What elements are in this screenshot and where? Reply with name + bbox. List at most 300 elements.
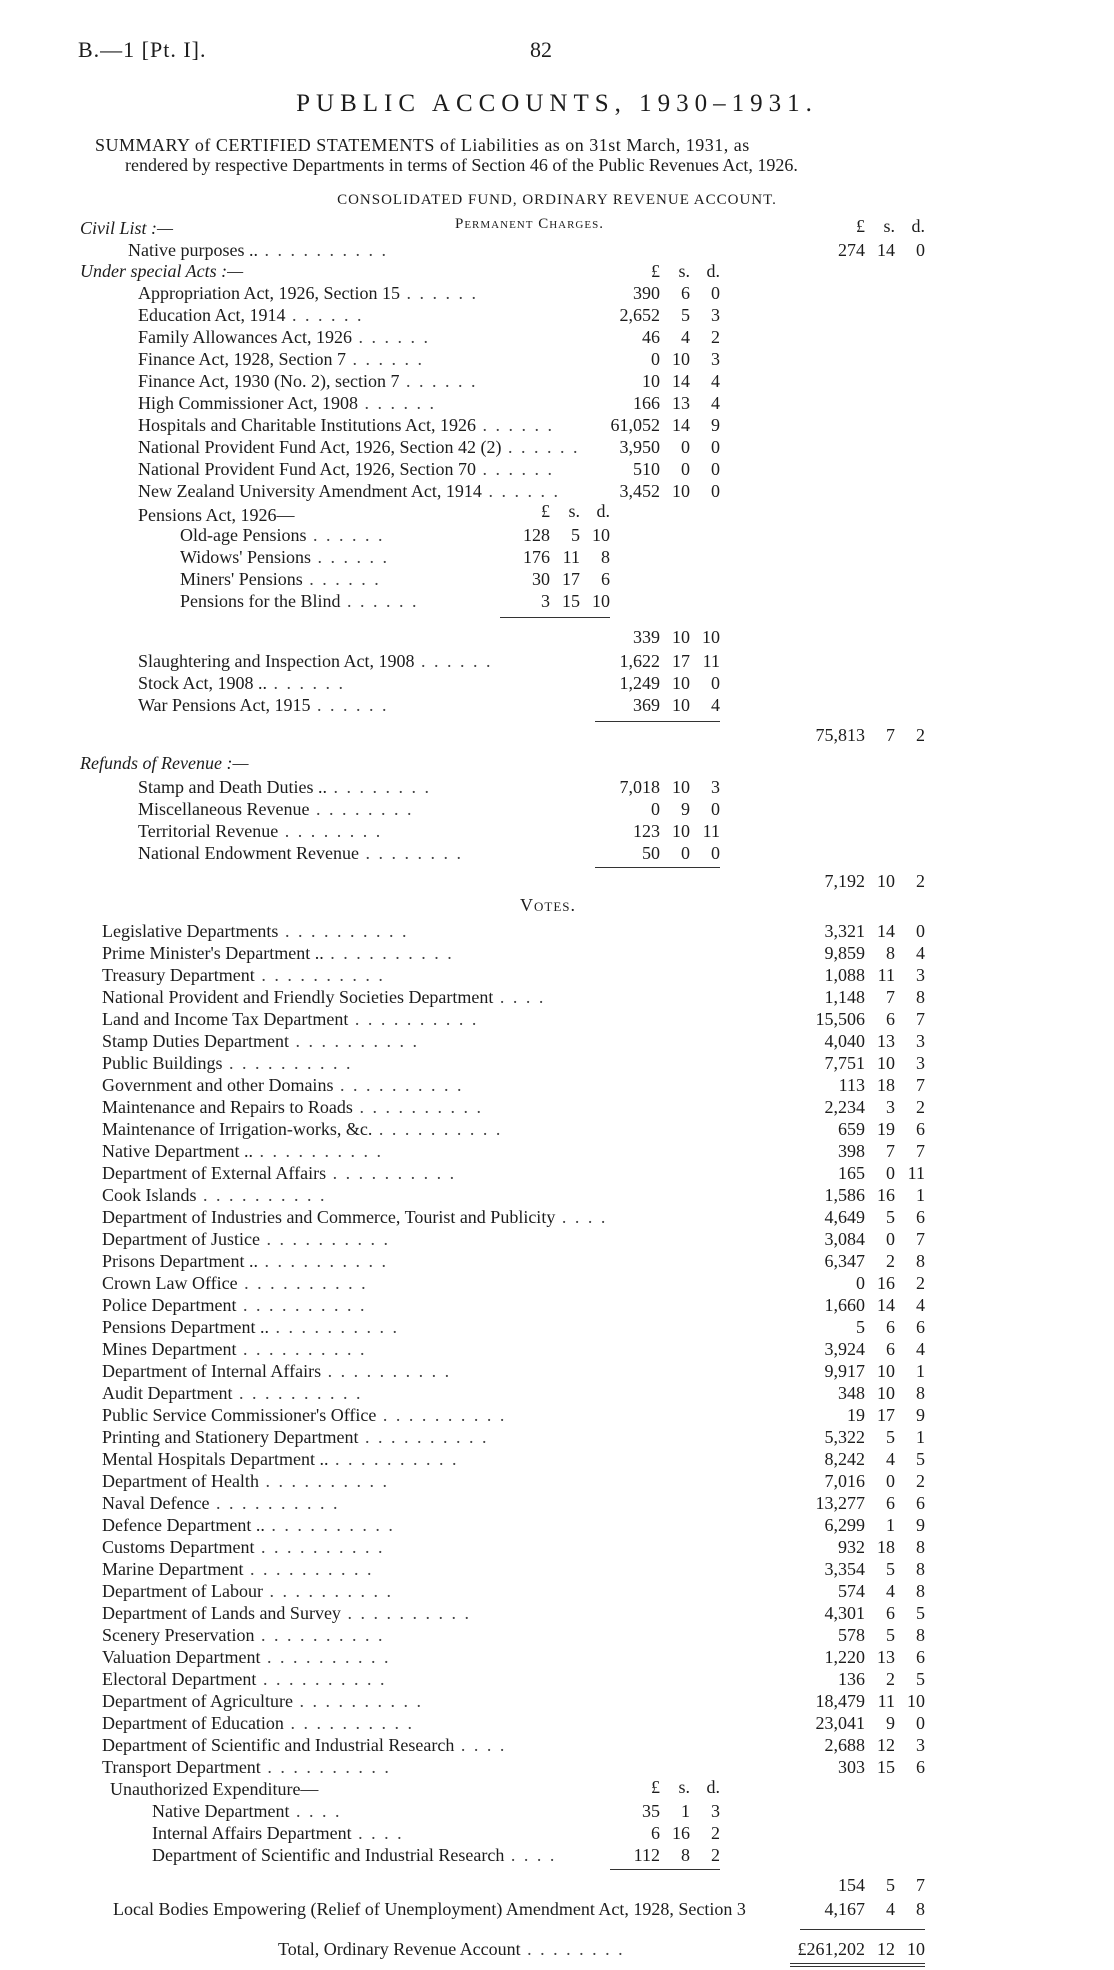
amount-shillings: 6 <box>886 1603 895 1623</box>
vote-amount <box>785 1053 925 1073</box>
refund-row: Miscellaneous Revenue . . . . . . . . <box>138 799 414 819</box>
vote-amount <box>785 1031 925 1051</box>
vote-row: Department of Labour . . . . . . . . . . <box>102 1581 393 1601</box>
amount-pounds: 0 <box>651 349 660 369</box>
vote-amount <box>785 1603 925 1623</box>
amount-pounds: 390 <box>633 283 660 303</box>
amount-shillings: 13 <box>672 393 690 413</box>
leader-dots: . . . . . . . . . . <box>236 1295 367 1315</box>
unauthorized-label: Unauthorized Expenditure— <box>110 1779 319 1799</box>
grand-total-amount <box>785 1939 925 1959</box>
amount-pounds: 35 <box>642 1801 660 1821</box>
leader-dots: . . . . . . . . . . <box>196 1185 327 1205</box>
vote-row: Department of External Affairs . . . . . . . . . . <box>102 1163 457 1183</box>
amount-pence: 4 <box>711 371 720 391</box>
act-row: Family Allowances Act, 1926 . . . . . . <box>138 327 430 347</box>
amount-shillings: 14 <box>877 921 895 941</box>
amount-pence: 0 <box>711 843 720 863</box>
amount-shillings: 4 <box>681 327 690 347</box>
leader-dots: . . . . . . . . . . <box>256 1669 387 1689</box>
amount-pounds: 8,242 <box>824 1449 865 1469</box>
act-row: National Provident Fund Act, 1926, Section 42 (2) . . . . . . <box>138 437 580 457</box>
vote-amount <box>785 1757 925 1777</box>
vote-row: Defence Department .. . . . . . . . . . . <box>102 1515 395 1535</box>
amount-pounds: 0 <box>856 1273 865 1293</box>
leader-dots: . . . . . . . . . . <box>222 1053 353 1073</box>
amount-shillings: 0 <box>681 459 690 479</box>
pension-row: Widows' Pensions . . . . . . <box>180 547 390 567</box>
act-amount <box>580 651 720 671</box>
leader-dots: . . . . . . . . . . <box>254 965 385 985</box>
amount-pounds: 5 <box>856 1317 865 1337</box>
unauthorized-amount <box>580 1823 720 1843</box>
amount-pounds: 61,052 <box>610 415 660 435</box>
permanent-charges-heading: Permanent Charges. <box>455 216 604 232</box>
leader-dots: . . . . . . . . . . <box>321 1361 452 1381</box>
amount-pence: 2 <box>916 1471 925 1491</box>
amount-shillings: 1 <box>886 1515 895 1535</box>
amount-pounds: 659 <box>838 1119 865 1139</box>
amount-pence: 8 <box>916 1581 925 1601</box>
vote-row: Department of Scientific and Industrial Research . . . . <box>102 1735 507 1755</box>
subtotal-rule <box>610 1869 720 1870</box>
amount-pounds: £ <box>541 501 550 521</box>
amount-pounds: 2,234 <box>824 1097 865 1117</box>
amount-pence: 10 <box>592 525 610 545</box>
amount-pounds: 1,249 <box>619 673 660 693</box>
vote-amount <box>785 1669 925 1689</box>
amount-pence: 10 <box>907 1691 925 1711</box>
act-row: Finance Act, 1928, Section 7 . . . . . . <box>138 349 424 369</box>
leader-dots: . . . . . . . . . . <box>333 1075 464 1095</box>
vote-amount <box>785 1581 925 1601</box>
leader-dots: . . . . . . . . . . <box>283 1713 414 1733</box>
amount-shillings: 8 <box>681 1845 690 1865</box>
pension-amount <box>470 525 610 545</box>
amount-shillings: 4 <box>886 1581 895 1601</box>
amount-pence: 4 <box>711 695 720 715</box>
amount-pence: 1 <box>916 1427 925 1447</box>
vote-row: Customs Department . . . . . . . . . . <box>102 1537 385 1557</box>
amount-pence: 8 <box>916 1537 925 1557</box>
amount-shillings: s. <box>883 216 895 236</box>
amount-pounds: 7,192 <box>824 871 865 891</box>
act-row: Stock Act, 1908 .. . . . . . . <box>138 673 345 693</box>
amount-pounds: 1,088 <box>824 965 865 985</box>
subtotal-rule <box>500 617 610 618</box>
act-row: Hospitals and Charitable Institutions Act, 1926 . . . . . . <box>138 415 554 435</box>
vote-row: Public Buildings . . . . . . . . . . <box>102 1053 353 1073</box>
leader-dots: . . . . . . . . . . <box>232 1383 363 1403</box>
vote-amount <box>785 1559 925 1579</box>
act-amount <box>580 695 720 715</box>
leader-dots: . . . . . . <box>351 327 430 347</box>
leader-dots: . . . . . . <box>285 305 364 325</box>
vote-row: Electoral Department . . . . . . . . . . <box>102 1669 387 1689</box>
amount-pence: 8 <box>916 987 925 1007</box>
amount-shillings: 15 <box>562 591 580 611</box>
amount-shillings: 13 <box>877 1647 895 1667</box>
leader-dots: . . . . . . <box>311 547 390 567</box>
amount-shillings: 15 <box>877 1757 895 1777</box>
amount-pounds: 3,354 <box>824 1559 865 1579</box>
leader-dots: . . . . . . . . . . <box>278 921 409 941</box>
vote-amount <box>785 1713 925 1733</box>
amount-shillings: 7 <box>886 725 895 745</box>
refund-row: National Endowment Revenue . . . . . . . . <box>138 843 463 863</box>
subtotal-rule <box>800 1929 925 1930</box>
amount-pounds: 1,148 <box>824 987 865 1007</box>
amount-pounds: 18,479 <box>815 1691 865 1711</box>
amount-shillings: 6 <box>886 1009 895 1029</box>
vote-row: Native Department .. . . . . . . . . . . <box>102 1141 383 1161</box>
vote-row: Cook Islands . . . . . . . . . . <box>102 1185 327 1205</box>
leader-dots: . . . . . . . . . . <box>262 1581 393 1601</box>
vote-amount <box>785 1735 925 1755</box>
amount-shillings: 16 <box>672 1823 690 1843</box>
amount-pence: 6 <box>601 569 610 589</box>
amount-pence: 6 <box>916 1757 925 1777</box>
amount-shillings: 5 <box>681 305 690 325</box>
amount-shillings: 2 <box>886 1669 895 1689</box>
votes-heading: Votes. <box>520 895 576 915</box>
vote-amount <box>785 1273 925 1293</box>
amount-shillings: 0 <box>681 843 690 863</box>
amount-pence: 3 <box>916 965 925 985</box>
vote-row: Treasury Department . . . . . . . . . . <box>102 965 385 985</box>
amount-shillings: 1 <box>681 1801 690 1821</box>
amount-pence: 2 <box>711 1845 720 1865</box>
amount-pounds: 4,167 <box>824 1899 865 1919</box>
vote-amount <box>785 921 925 941</box>
amount-pence: 2 <box>916 725 925 745</box>
vote-amount <box>785 1317 925 1337</box>
leader-dots: . . . . . . . . . . <box>292 1691 423 1711</box>
vote-amount <box>785 1383 925 1403</box>
amount-shillings: 16 <box>877 1273 895 1293</box>
vote-amount <box>785 965 925 985</box>
currency-header-mid <box>580 261 720 281</box>
leader-dots: . . . . . . . . . . <box>259 1229 390 1249</box>
amount-pence: 9 <box>916 1405 925 1425</box>
vote-row: Department of Lands and Survey . . . . . . . . . . <box>102 1603 471 1623</box>
leader-dots: . . . . . . <box>399 371 478 391</box>
amount-pence: 10 <box>702 627 720 647</box>
leader-dots: . . . . . . . . <box>326 777 431 797</box>
amount-pounds: 3,924 <box>824 1339 865 1359</box>
amount-pence: 8 <box>916 1899 925 1919</box>
amount-pence: 8 <box>916 1251 925 1271</box>
amount-pence: 0 <box>711 459 720 479</box>
amount-pounds: 2,652 <box>619 305 660 325</box>
vote-row: Pensions Department .. . . . . . . . . . . <box>102 1317 399 1337</box>
amount-pence: 8 <box>601 547 610 567</box>
amount-pounds: 1,622 <box>619 651 660 671</box>
pension-row: Miners' Pensions . . . . . . <box>180 569 381 589</box>
grand-total-double-rule <box>790 1966 925 1967</box>
amount-pence: 4 <box>916 943 925 963</box>
act-amount <box>580 481 720 501</box>
vote-amount <box>785 1405 925 1425</box>
amount-pounds: 6,299 <box>824 1515 865 1535</box>
amount-pence: 0 <box>711 799 720 819</box>
vote-row: Audit Department . . . . . . . . . . <box>102 1383 363 1403</box>
amount-pounds: 136 <box>838 1669 865 1689</box>
vote-amount <box>785 1163 925 1183</box>
leader-dots: . . . . . . . . . . <box>260 1647 391 1667</box>
amount-pence: 1 <box>916 1361 925 1381</box>
act-amount <box>580 305 720 325</box>
pension-amount <box>470 547 610 567</box>
leader-dots: . . . . . . . . <box>358 843 463 863</box>
leader-dots: . . . . . . . . . . <box>243 1559 374 1579</box>
amount-shillings: 10 <box>672 349 690 369</box>
amount-pence: 0 <box>916 921 925 941</box>
vote-amount <box>785 1691 925 1711</box>
vote-amount <box>785 1185 925 1205</box>
amount-pence: 0 <box>711 673 720 693</box>
amount-pounds: 510 <box>633 459 660 479</box>
leader-dots: . . . . . . <box>345 349 424 369</box>
leader-dots: . . . . . . . . . . <box>323 943 454 963</box>
amount-pence: 7 <box>916 1875 925 1895</box>
amount-shillings: 6 <box>886 1493 895 1513</box>
leader-dots: . . . . . . <box>358 393 436 413</box>
amount-shillings: 10 <box>877 1053 895 1073</box>
pension-amount <box>470 591 610 611</box>
amount-pounds: 23,041 <box>815 1713 865 1733</box>
vote-amount <box>785 1207 925 1227</box>
amount-shillings: 7 <box>886 1141 895 1161</box>
civil-list-total <box>785 240 925 260</box>
act-row: High Commissioner Act, 1908 . . . . . . <box>138 393 436 413</box>
amount-pence: 4 <box>916 1295 925 1315</box>
vote-row: Valuation Department . . . . . . . . . . <box>102 1647 391 1667</box>
amount-pence: 6 <box>916 1647 925 1667</box>
amount-shillings: s. <box>568 501 580 521</box>
amount-pounds: 3,452 <box>619 481 660 501</box>
leader-dots: . . . . . . . . . . <box>254 1625 385 1645</box>
amount-pence: 11 <box>907 1163 925 1183</box>
leader-dots: . . . . <box>504 1845 557 1865</box>
act-row: Appropriation Act, 1926, Section 15 . . . . . . <box>138 283 478 303</box>
amount-pence: 6 <box>916 1493 925 1513</box>
amount-shillings: 11 <box>562 547 580 567</box>
leader-dots: . . . . <box>289 1801 342 1821</box>
amount-shillings: 11 <box>877 1691 895 1711</box>
amount-pence: 5 <box>916 1603 925 1623</box>
grand-total-double-rule <box>790 1963 925 1964</box>
act-amount <box>580 283 720 303</box>
leader-dots: . . . . . . . . . . <box>372 1119 503 1139</box>
leader-dots: . . . . . . . . . . <box>340 1603 471 1623</box>
amount-pence: 0 <box>711 283 720 303</box>
amount-pence: 8 <box>916 1559 925 1579</box>
pensions-subtotal <box>580 627 720 647</box>
amount-pounds: £ <box>651 261 660 281</box>
act-amount <box>580 673 720 693</box>
amount-shillings: 4 <box>886 1449 895 1469</box>
amount-pence: 8 <box>916 1383 925 1403</box>
vote-amount <box>785 1537 925 1557</box>
amount-shillings: 10 <box>672 821 690 841</box>
pension-amount <box>470 569 610 589</box>
amount-shillings: 13 <box>877 1031 895 1051</box>
amount-pounds: 7,016 <box>824 1471 865 1491</box>
leader-dots: . . . . . . <box>501 437 580 457</box>
amount-pence: 7 <box>916 1075 925 1095</box>
amount-pence: 2 <box>711 1823 720 1843</box>
amount-pounds: 932 <box>838 1537 865 1557</box>
amount-pounds: 176 <box>523 547 550 567</box>
leader-dots: . . . . . . <box>475 415 554 435</box>
leader-dots: . . . . . . <box>310 695 389 715</box>
refunds-label: Refunds of Revenue :— <box>80 753 249 773</box>
vote-amount <box>785 1075 925 1095</box>
amount-pounds: 6 <box>651 1823 660 1843</box>
currency-header-unauth <box>580 1777 720 1797</box>
leader-dots: . . . . . . . . <box>309 799 414 819</box>
civil-list-label: Civil List :— <box>80 218 174 238</box>
vote-row: Maintenance of Irrigation-works, &c. . . . . . . . . . . <box>102 1119 503 1139</box>
act-amount <box>580 327 720 347</box>
amount-shillings: 3 <box>886 1097 895 1117</box>
amount-shillings: 17 <box>672 651 690 671</box>
vote-amount <box>785 1427 925 1447</box>
amount-pounds: 4,301 <box>824 1603 865 1623</box>
refunds-total <box>785 871 925 891</box>
amount-shillings: 5 <box>886 1625 895 1645</box>
unauthorized-amount <box>580 1845 720 1865</box>
vote-amount <box>785 1471 925 1491</box>
amount-pounds: £ <box>856 216 865 236</box>
amount-pounds: 46 <box>642 327 660 347</box>
act-amount <box>580 349 720 369</box>
amount-pence: 0 <box>711 437 720 457</box>
leader-dots: . . . . . . <box>399 283 478 303</box>
amount-pence: d. <box>706 1777 720 1797</box>
amount-pounds: 75,813 <box>815 725 865 745</box>
amount-shillings: 10 <box>672 695 690 715</box>
amount-pence: 4 <box>916 1339 925 1359</box>
act-row: New Zealand University Amendment Act, 1914 . . . . . . <box>138 481 560 501</box>
amount-shillings: s. <box>678 261 690 281</box>
leader-dots: . . . . . . . . <box>520 1939 625 1959</box>
amount-pounds: 112 <box>633 1845 660 1865</box>
amount-shillings: 10 <box>672 673 690 693</box>
act-amount <box>580 371 720 391</box>
amount-pence: 5 <box>916 1449 925 1469</box>
amount-shillings: 10 <box>877 871 895 891</box>
subtotal-rule <box>595 721 720 722</box>
amount-pounds: 3,950 <box>619 437 660 457</box>
amount-pounds: 339 <box>633 627 660 647</box>
amount-shillings: 18 <box>877 1537 895 1557</box>
amount-shillings: 0 <box>886 1471 895 1491</box>
local-bodies-row: Local Bodies Empowering (Relief of Unemployment) Amendment Act, 1928, Section 3 <box>113 1899 746 1919</box>
vote-amount <box>785 1097 925 1117</box>
leader-dots: . . . . . . <box>340 591 419 611</box>
amount-pounds: 113 <box>838 1075 865 1095</box>
vote-row: Legislative Departments . . . . . . . . . . <box>102 921 409 941</box>
amount-pounds: 574 <box>838 1581 865 1601</box>
amount-shillings: 6 <box>886 1317 895 1337</box>
leader-dots: . . . . . . . . . . <box>268 1317 399 1337</box>
vote-row: Land and Income Tax Department . . . . . . . . . . <box>102 1009 479 1029</box>
leader-dots: . . . . . . . . . . <box>326 1163 457 1183</box>
vote-row: Naval Defence . . . . . . . . . . <box>102 1493 340 1513</box>
amount-pence: 5 <box>916 1669 925 1689</box>
amount-pence: 6 <box>916 1119 925 1139</box>
special-acts-label: Under special Acts :— <box>80 261 244 281</box>
amount-shillings: 6 <box>681 283 690 303</box>
amount-pence: 0 <box>711 481 720 501</box>
act-amount <box>580 393 720 413</box>
vote-amount <box>785 1229 925 1249</box>
amount-pence: 3 <box>711 305 720 325</box>
vote-amount <box>785 943 925 963</box>
amount-pounds: 369 <box>633 695 660 715</box>
leader-dots: . . . . <box>454 1735 507 1755</box>
amount-shillings: 10 <box>672 777 690 797</box>
amount-shillings: 10 <box>672 627 690 647</box>
leader-dots: . . . . . . <box>414 651 493 671</box>
amount-pounds: £261,202 <box>797 1939 865 1959</box>
amount-pence: 3 <box>916 1735 925 1755</box>
amount-shillings: 14 <box>877 1295 895 1315</box>
amount-shillings: 10 <box>672 481 690 501</box>
amount-shillings: 16 <box>877 1185 895 1205</box>
amount-pence: 3 <box>916 1053 925 1073</box>
refund-amount <box>580 777 720 797</box>
act-row: War Pensions Act, 1915 . . . . . . <box>138 695 389 715</box>
amount-pounds: 4,040 <box>824 1031 865 1051</box>
amount-shillings: 11 <box>877 965 895 985</box>
amount-pounds: 1,220 <box>824 1647 865 1667</box>
unauthorized-row: Department of Scientific and Industrial Research . . . . <box>152 1845 557 1865</box>
amount-pounds: 13,277 <box>815 1493 865 1513</box>
amount-pence: 3 <box>711 1801 720 1821</box>
amount-pounds: 165 <box>838 1163 865 1183</box>
subtitle-line-2: rendered by respective Departments in terms of Section 46 of the Public Revenues Act, 1926. <box>125 155 798 175</box>
amount-pounds: 9,917 <box>824 1361 865 1381</box>
fund-title: CONSOLIDATED FUND, ORDINARY REVENUE ACCOUNT. <box>337 192 777 208</box>
amount-shillings: 5 <box>571 525 580 545</box>
vote-row: National Provident and Friendly Societies Department . . . . <box>102 987 546 1007</box>
leader-dots: . . . . <box>493 987 546 1007</box>
amount-pence: d. <box>706 261 720 281</box>
vote-row: Marine Department . . . . . . . . . . <box>102 1559 374 1579</box>
vote-row: Department of Internal Affairs . . . . . . . . . . <box>102 1361 452 1381</box>
amount-pounds: 578 <box>838 1625 865 1645</box>
leader-dots: . . . . . . . . <box>278 821 383 841</box>
leader-dots: . . . . . . . . . . <box>254 1537 385 1557</box>
act-amount <box>580 459 720 479</box>
vote-row: Stamp Duties Department . . . . . . . . . . <box>102 1031 419 1051</box>
amount-pounds: 9,859 <box>824 943 865 963</box>
vote-amount <box>785 1493 925 1513</box>
amount-pence: d. <box>596 501 610 521</box>
amount-pounds: 123 <box>633 821 660 841</box>
leader-dots: . . . . . . . . . . <box>264 1515 395 1535</box>
leader-dots: . . . . . . . . . . <box>236 1339 367 1359</box>
leader-dots: . . . . . . <box>302 569 381 589</box>
vote-amount <box>785 1647 925 1667</box>
unauthorized-total <box>785 1875 925 1895</box>
amount-pounds: 30 <box>532 569 550 589</box>
currency-header-total <box>785 216 925 236</box>
special-acts-total <box>785 725 925 745</box>
